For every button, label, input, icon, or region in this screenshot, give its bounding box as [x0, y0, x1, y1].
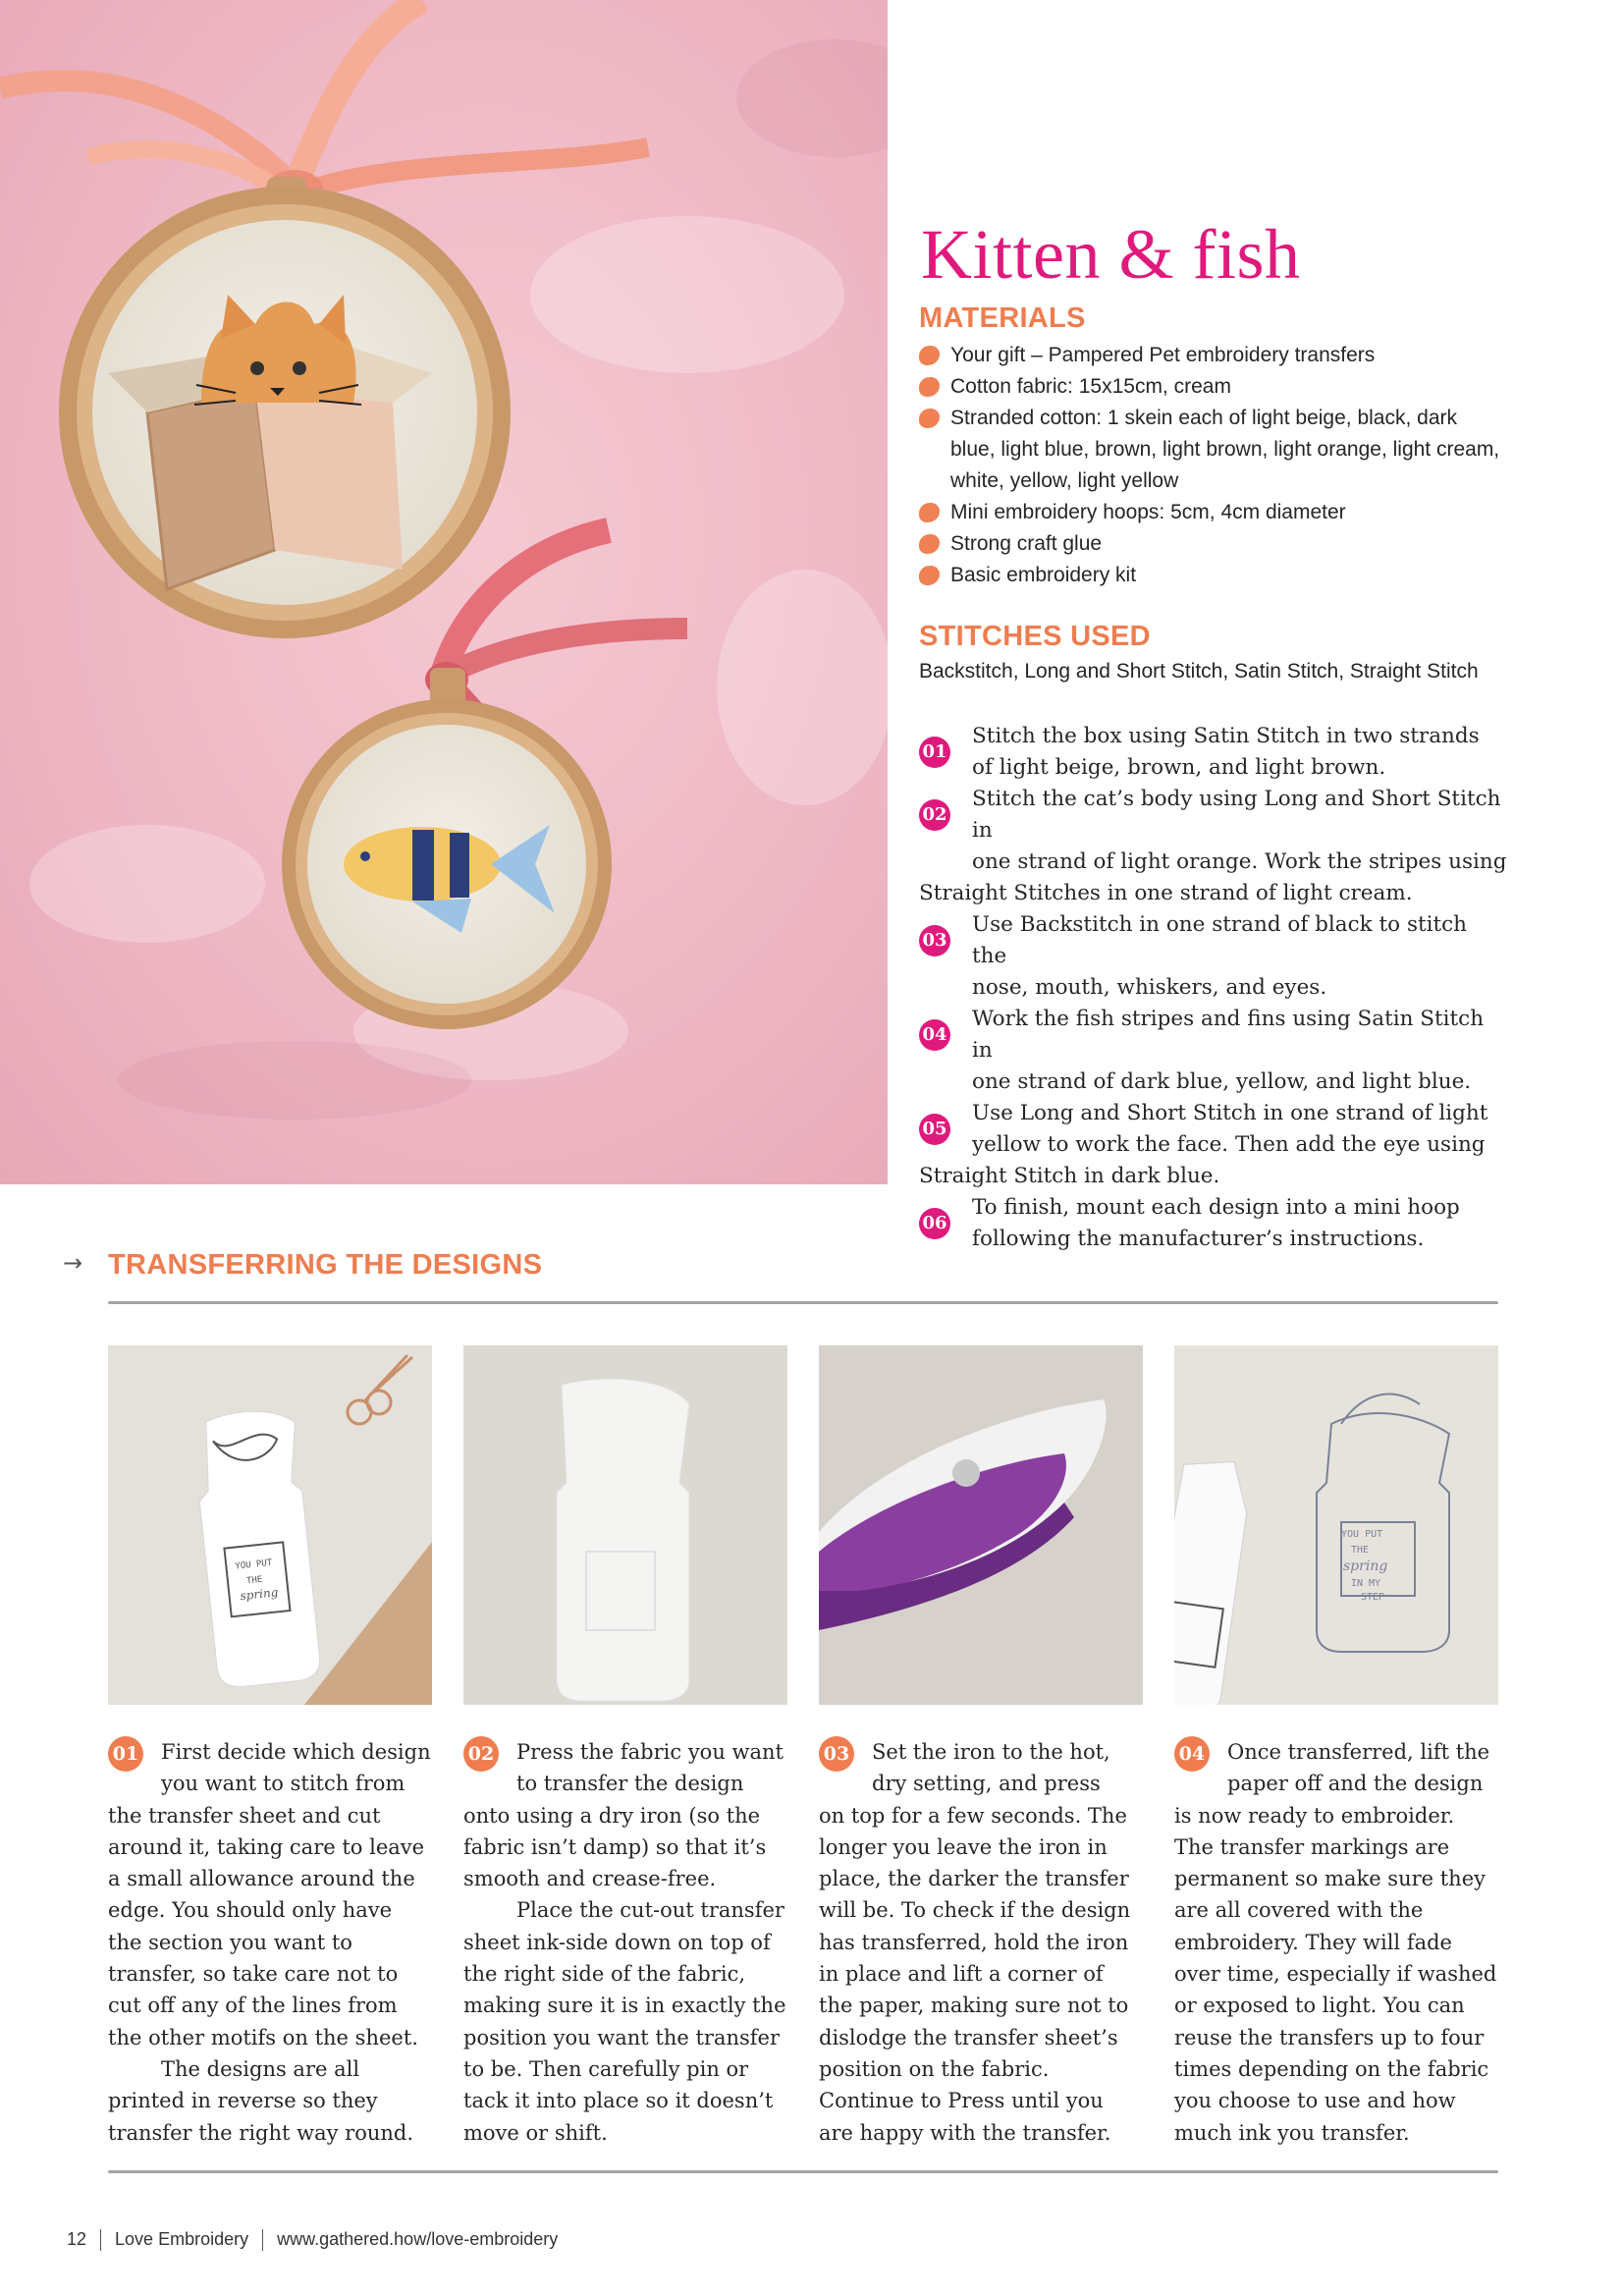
svg-text:YOU PUT: YOU PUT [234, 1558, 273, 1572]
steps-list [919, 721, 1508, 1255]
bullet-icon [919, 503, 940, 522]
bullet-icon [919, 409, 940, 428]
stitches-heading: STITCHES USED [919, 621, 1151, 652]
materials-item: Strong craft glue [919, 528, 1547, 560]
step-number-badge: 02 [919, 799, 950, 831]
divider [108, 2170, 1498, 2173]
svg-text:IN MY: IN MY [1351, 1578, 1381, 1589]
transfer-photo-2 [463, 1345, 787, 1705]
bullet-icon [919, 566, 940, 585]
stitches-text: Backstitch, Long and Short Stitch, Satin Stitch, Straight Stitch [919, 660, 1479, 683]
bullet-icon [919, 534, 940, 554]
step-item: 04 Work the fish stripes and fins using Satin Stitch in one strand of dark blue, yellow, and light blue. [919, 1004, 1508, 1098]
transfer-step-column: 03 Set the iron to the hot, dry setting, and press on top for a few seconds. The longer you leave the iron in place, the darker the transfer will be. To check if the design has transferred, hold the iron in place and lift a corner of the paper, making sure not to dislodge the transfer sheet’s position on the fabric. Continue to Press until you are happy with the transfer. [819, 1736, 1143, 2149]
divider [108, 1301, 1498, 1304]
step-item: 05 Use Long and Short Stitch in one strand of light yellow to work the face. Then add the eye using Straight Stitch in dark blue. [919, 1101, 1488, 1188]
divider [262, 2229, 263, 2251]
step-number-badge: 01 [919, 737, 950, 768]
step-number-badge: 05 [919, 1114, 950, 1145]
materials-heading: MATERIALS [919, 302, 1086, 334]
step-number-badge: 03 [819, 1736, 854, 1772]
embroidery-hoops-illustration [0, 0, 888, 1184]
svg-text:STEP: STEP [1361, 1592, 1385, 1603]
svg-text:YOU PUT: YOU PUT [1341, 1529, 1383, 1540]
materials-list [919, 340, 1547, 591]
transfer-heading: TRANSFERRING THE DESIGNS [108, 1249, 543, 1281]
step-number-badge: 02 [463, 1736, 499, 1772]
website-link[interactable]: www.gathered.how/love-embroidery [277, 2229, 559, 2249]
transfer-photo-1 [108, 1345, 432, 1705]
svg-text:spring: spring [1343, 1558, 1388, 1574]
step-item: 02 Stitch the cat’s body using Long and Short Stitch in one strand of light orange. Work the stripes using Straight Stitches in one strand of light cream. [919, 787, 1507, 905]
transfer-step-column: 04 Once transferred, lift the paper off and the design is now ready to embroider. The transfer markings are permanent so make sure they are all covered with the embroidery. They will fade over time, especially if washed or exposed to light. You can reuse the transfers up to four times depending on the fabric you choose to use and how much ink you transfer. [1174, 1736, 1498, 2149]
magazine-name: Love Embroidery [115, 2229, 249, 2249]
arrow-right-icon: → [63, 1249, 83, 1277]
svg-text:THE: THE [245, 1574, 263, 1587]
materials-item: Stranded cotton: 1 skein each of light beige, black, dark blue, light blue, brown, light brown, light orange, light cream, white, yellow, light yellow [919, 403, 1500, 497]
step-number-badge: 01 [108, 1736, 143, 1772]
transfer-photo-3 [819, 1345, 1143, 1705]
divider [100, 2229, 101, 2251]
step-item: 03 Use Backstitch in one strand of black to stitch the nose, mouth, whiskers, and eyes. [919, 909, 1508, 1004]
svg-text:spring: spring [239, 1585, 279, 1604]
materials-item: Your gift – Pampered Pet embroidery transfers [919, 340, 1547, 371]
transfer-photo-4 [1174, 1345, 1498, 1705]
step-number-badge: 04 [1174, 1736, 1210, 1772]
step-number-badge: 06 [919, 1208, 950, 1239]
step-item: 01 Stitch the box using Satin Stitch in two strands of light beige, brown, and light brown. [919, 721, 1508, 784]
materials-item: Basic embroidery kit [919, 560, 1547, 591]
transfer-step-column: 01 First decide which design you want to stitch from the transfer sheet and cut around it, taking care to leave a small allowance around the edge. You should only have the section you want to transfer, so take care not to cut off any of the lines from the other motifs on the sheet. The designs are all printed in reverse so they transfer the right way round. [108, 1736, 432, 2149]
bullet-icon [919, 377, 940, 397]
bullet-icon [919, 346, 940, 365]
materials-item: Cotton fabric: 15x15cm, cream [919, 371, 1547, 403]
step-item: 06 To finish, mount each design into a mini hoop following the manufacturer’s instructions. [919, 1192, 1508, 1255]
transfer-step-column: 02 Press the fabric you want to transfer the design onto using a dry iron (so the fabric isn’t damp) so that it’s smooth and crease-free. Place the cut-out transfer sheet ink-side down on top of the right side of the fabric, making sure it is in exactly the position you want the transfer to be. Then carefully pin or tack it into place so it doesn’t move or shift. [463, 1736, 787, 2149]
article-title: Kitten & fish [921, 215, 1301, 294]
hero-photo [0, 0, 888, 1184]
step-number-badge: 03 [919, 925, 950, 957]
step-number-badge: 04 [919, 1019, 950, 1051]
svg-text:THE: THE [1351, 1545, 1370, 1556]
materials-item: Mini embroidery hoops: 5cm, 4cm diameter [919, 497, 1547, 528]
page-footer [67, 2229, 558, 2251]
page-number: 12 [67, 2229, 87, 2249]
